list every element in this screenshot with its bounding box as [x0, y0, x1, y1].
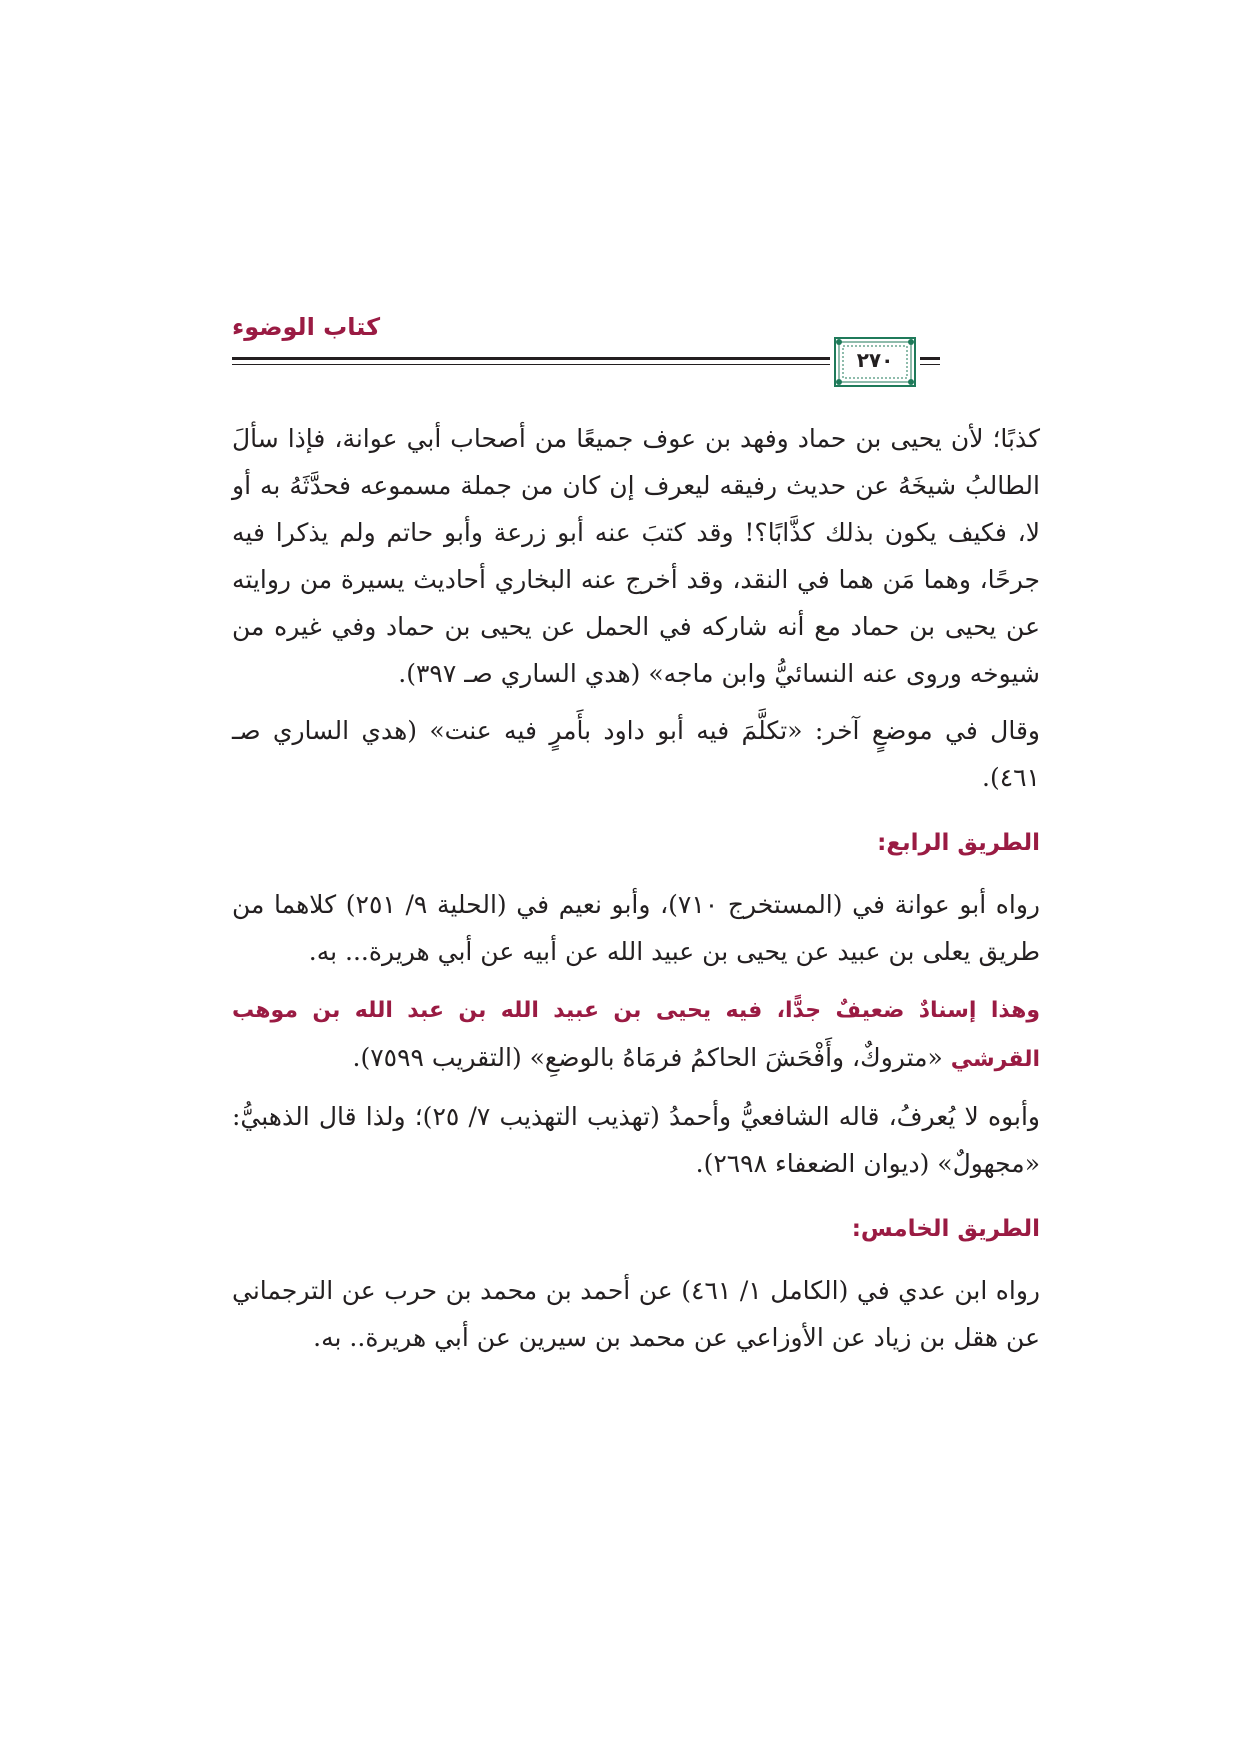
page-body	[232, 415, 1040, 1361]
paragraph-3: رواه أبو عوانة في (المستخرج ٧١٠)، وأبو نعيم في (الحلية ٩/ ٢٥١) كلاهما من طريق يعلى بن عبيد عن يحيى بن عبيد الله عن أبيه عن أبي هريرة... به.	[232, 890, 1040, 966]
page-header	[232, 305, 1040, 385]
chapter-title: كتاب الوضوء	[232, 313, 381, 341]
highlighted-verdict: وهذا إسنادٌ ضعيفٌ جدًّا، فيه يحيى بن عبيد الله بن عبد الله بن موهب القرشي	[232, 998, 1040, 1072]
paragraph-6: رواه ابن عدي في (الكامل ١/ ٤٦١) عن أحمد بن محمد بن حرب عن الترجماني عن هقل بن زياد عن الأوزاعي عن محمد بن سيرين عن أبي هريرة.. به.	[232, 1276, 1040, 1352]
page-number: ٢٧٠	[856, 348, 894, 372]
header-double-rule-right	[920, 357, 940, 368]
paragraph-2: وقال في موضعٍ آخر: «تكلَّمَ فيه أبو داود بأَمرٍ فيه عنت» (هدي الساري صـ ٤٦١).	[232, 716, 1040, 792]
paragraph-4	[232, 985, 1040, 1083]
section-heading-fifth-route: الطريق الخامس:	[851, 1216, 1040, 1242]
paragraph-5: وأبوه لا يُعرفُ، قاله الشافعيُّ وأحمدُ (تهذيب التهذيب ٧/ ٢٥)؛ ولذا قال الذهبيُّ: «مجهولٌ» (ديوان الضعفاء ٢٦٩٨).	[232, 1102, 1040, 1178]
section-heading-fourth-route: الطريق الرابع:	[877, 830, 1040, 856]
header-double-rule	[232, 357, 830, 368]
paragraph-1: كذبًا؛ لأن يحيى بن حماد وفهد بن عوف جميعًا من أصحاب أبي عوانة، فإذا سألَ الطالبُ شيخَهُ عن حديث رفيقه ليعرف إن كان من جملة مسموعه فحدَّثَهُ به أو لا، فكيف يكون بذلك كذَّابًا؟! وقد كتبَ عنه أبو زرعة وأبو حاتم ولم يذكرا فيه جرحًا، وهما مَن هما في النقد، وقد أخرج عنه البخاري أحاديث يسيرة من روايته عن يحيى بن حماد مع أنه شاركه في الحمل عن يحيى بن حماد وفي غيره من شيوخه وروى عنه النسائيُّ وابن ماجه» (هدي الساري صـ ٣٩٧).	[232, 424, 1040, 688]
book-page	[232, 305, 1040, 1352]
page-number-frame	[834, 337, 916, 387]
paragraph-4-rest: «متروكٌ، وأَفْحَشَ الحاكمُ فرمَاهُ بالوضعِ» (التقريب ٧٥٩٩).	[352, 1043, 951, 1072]
